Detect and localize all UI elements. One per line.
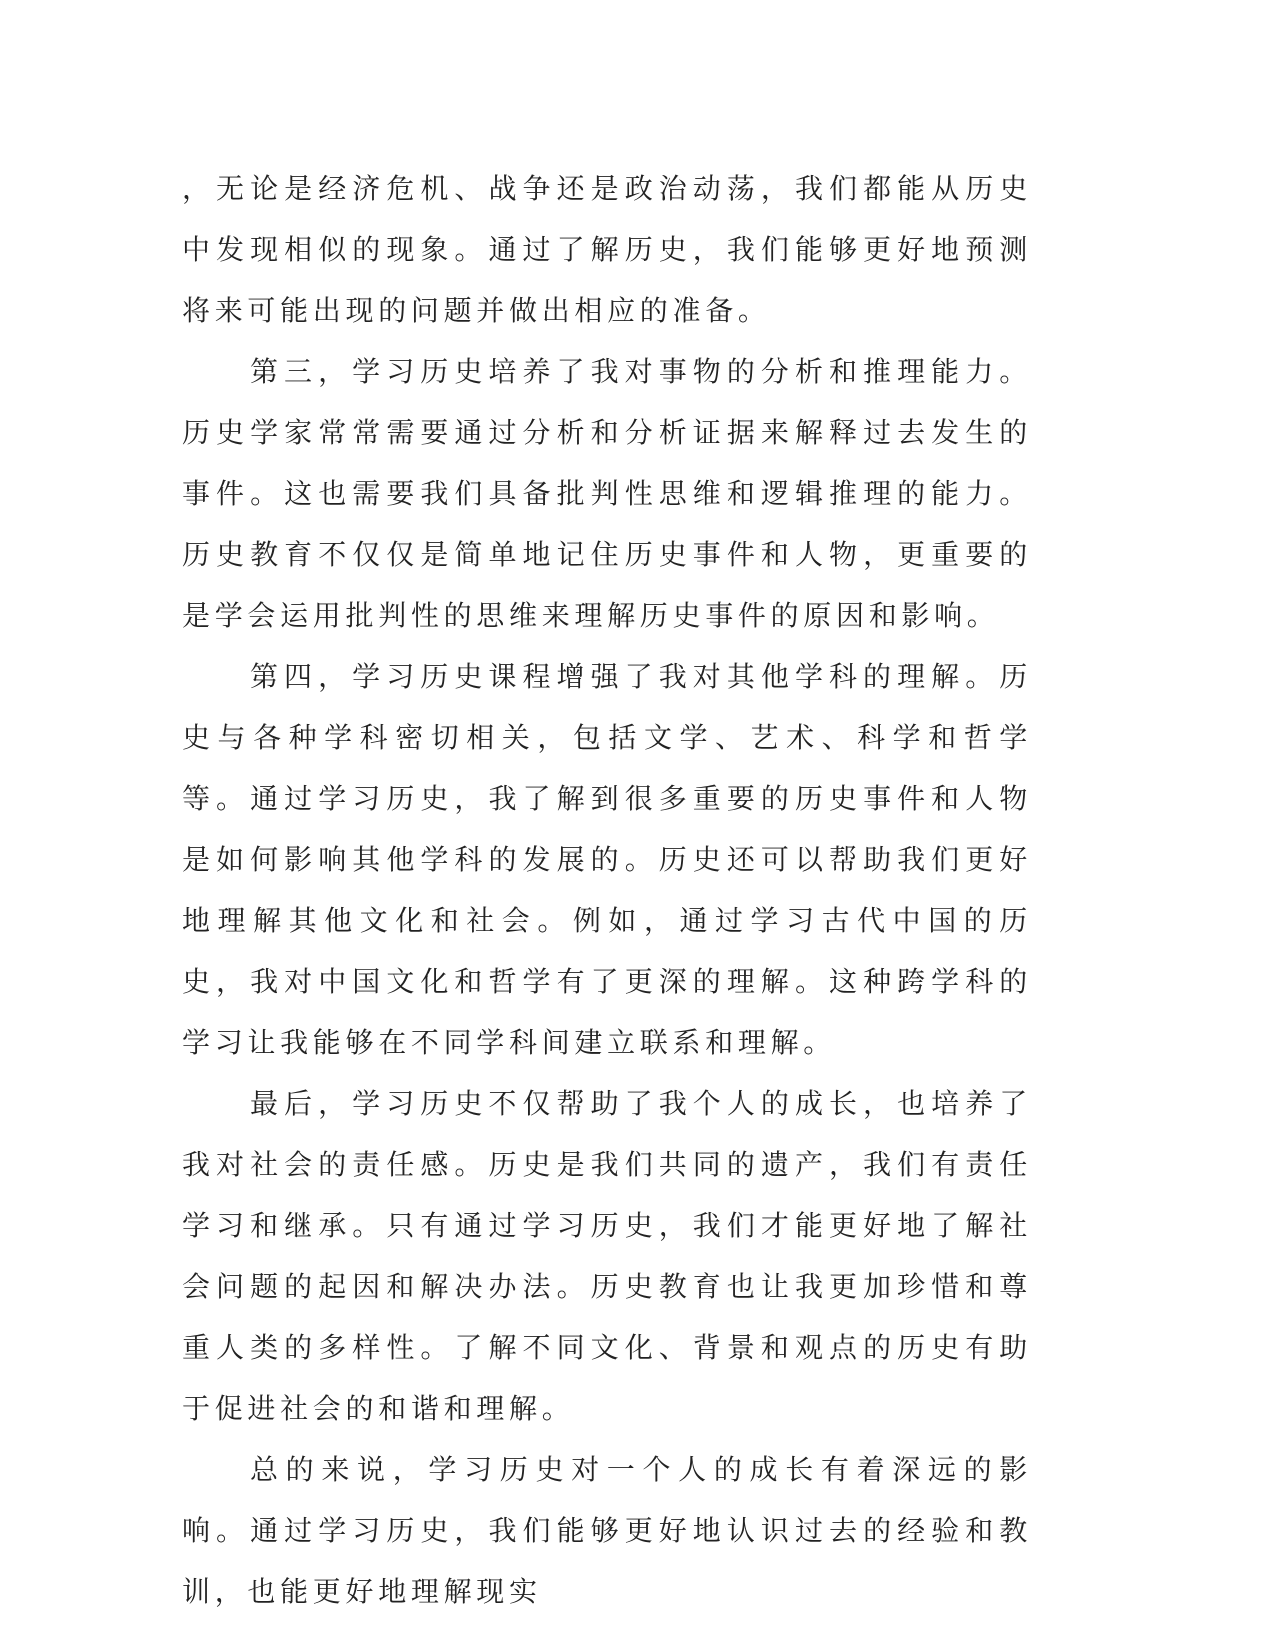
paragraph-finally: 最后，学习历史不仅帮助了我个人的成长，也培养了我对社会的责任感。历史是我们共同的遗产，我们有责任学习和继承。只有通过学习历史，我们才能更好地了解社会问题的起因和解决办法。历史教育也让我更加珍惜和尊重人类的多样性。了解不同文化、背景和观点的历史有助于促进社会的和谐和理解。: [182, 1087, 1032, 1425]
paragraph-summary: 总的来说，学习历史对一个人的成长有着深远的影响。通过学习历史，我们能够更好地认识过去的经验和教训，也能更好地理解现实: [182, 1453, 1032, 1608]
paragraph-fourth-point: 第四，学习历史课程增强了我对其他学科的理解。历史与各种学科密切相关，包括文学、艺术、科学和哲学等。通过学习历史，我了解到很多重要的历史事件和人物是如何影响其他学科的发展的。历史还可以帮助我们更好地理解其他文化和社会。例如，通过学习古代中国的历史，我对中国文化和哲学有了更深的理解。这种跨学科的学习让我能够在不同学科间建立联系和理解。: [182, 660, 1032, 1059]
paragraph-third-point: 第三，学习历史培养了我对事物的分析和推理能力。历史学家常常需要通过分析和分析证据来解释过去发生的事件。这也需要我们具备批判性思维和逻辑推理的能力。历史教育不仅仅是简单地记住历史事件和人物，更重要的是学会运用批判性的思维来理解历史事件的原因和影响。: [182, 355, 1032, 632]
body-text: [182, 158, 1032, 1622]
paragraph-continuation: ，无论是经济危机、战争还是政治动荡，我们都能从历史中发现相似的现象。通过了解历史，我们能够更好地预测将来可能出现的问题并做出相应的准备。: [182, 172, 1032, 327]
